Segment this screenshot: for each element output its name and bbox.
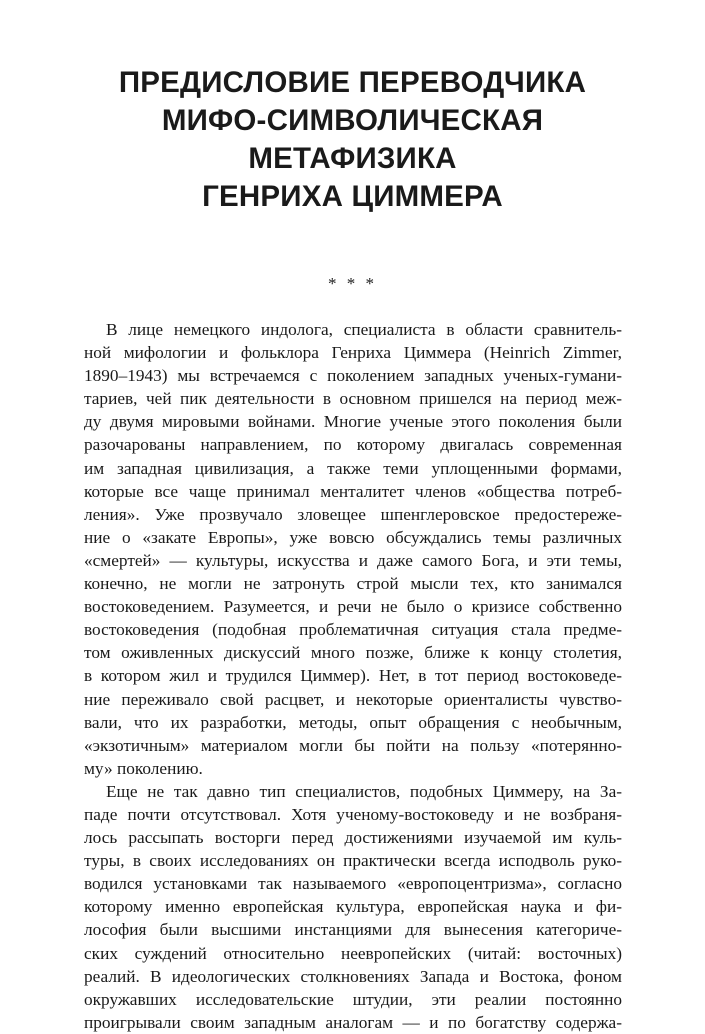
- text-line: востоковедения (подобная проблематичная ситуация стала предме-: [84, 620, 622, 640]
- title-line: МЕТАФИЗИКА: [248, 142, 457, 175]
- text-line: вали, что их разработки, методы, опыт обращения с необычным,: [84, 712, 622, 732]
- text-line: окружавших исследовательские штудии, эти реалии постоянно: [84, 989, 622, 1009]
- title-line: ПРЕДИСЛОВИЕ ПЕРЕВОДЧИКА: [118, 66, 587, 99]
- text-line: проигрывали своим западным аналогам — и по богатству содержа-: [84, 1012, 622, 1032]
- text-line: ских суждений относительно неевропейских (читай: восточных): [84, 943, 622, 963]
- text-line: ние о «закате Европы», уже вовсю обсуждались темы различных: [84, 527, 622, 547]
- text-line: ления». Уже прозвучало зловещее шпенглеровское предостереже-: [84, 504, 622, 524]
- text-line: паде почти отсутствовал. Хотя ученому-востоковеду и не возбраня-: [84, 804, 622, 824]
- text-line: которые все чаще принимал менталитет членов «общества потреб-: [84, 481, 622, 501]
- text-line: тариев, чей пик деятельности в основном пришелся на период меж-: [84, 389, 622, 409]
- text-line: ду двумя мировыми войнами. Многие ученые этого поколения были: [84, 412, 622, 432]
- text-line: которому именно европейская культура, европейская наука и фи-: [84, 897, 622, 917]
- text-line: разочарованы направлением, по которому двигалась современная: [84, 435, 622, 455]
- text-line: том оживленных дискуссий много позже, ближе к концу столетия,: [84, 643, 622, 663]
- text-line: «смертей» — культуры, искусства и даже самого Бога, и эти темы,: [84, 550, 622, 570]
- title-line: ГЕНРИХА ЦИММЕРА: [202, 180, 503, 213]
- text-line: им западная цивилизация, а также теми уплощенными формами,: [84, 458, 622, 478]
- text-line: конечно, не могли не затронуть строй мысли тех, кто занимался: [84, 574, 622, 594]
- text-line: «экзотичным» материалом могли бы пойти на пользу «потерянно-: [84, 735, 622, 755]
- text-line: В лице немецкого индолога, специалиста в области сравнитель-: [106, 320, 622, 339]
- text-line: Еще не так давно тип специалистов, подобных Циммеру, на За-: [106, 781, 622, 801]
- body-text: [84, 318, 622, 1034]
- text-line: лось рассыпать восторги перед достижениями изучаемой им куль-: [84, 828, 622, 848]
- text-line: му» поколению.: [84, 758, 203, 778]
- title-line: МИФО-СИМВОЛИЧЕСКАЯ: [161, 104, 544, 137]
- text-line: 1890–1943) мы встречаемся с поколением западных ученых-гумани-: [84, 366, 622, 386]
- text-line: реалий. В идеологических столкновениях Запада и Востока, фоном: [84, 966, 622, 986]
- text-line: ной мифологии и фольклора Генриха Циммера (Heinrich Zimmer,: [84, 343, 622, 363]
- section-ornament: * * *: [328, 274, 377, 293]
- text-line: в котором жил и трудился Циммер). Нет, в тот период востоковеде-: [84, 666, 622, 686]
- chapter-title: [60, 64, 645, 216]
- text-line: туры, в своих исследованиях он практически всегда исподволь руко-: [84, 851, 622, 871]
- text-line: ние переживало свой расцвет, и некоторые ориенталисты чувство-: [84, 689, 622, 709]
- text-line: лософия были высшими инстанциями для вынесения категориче-: [84, 920, 622, 940]
- text-line: водился установками так называемого «европоцентризма», согласно: [84, 874, 622, 894]
- text-line: востоковедением. Разумеется, и речи не было о кризисе собственно: [84, 597, 622, 617]
